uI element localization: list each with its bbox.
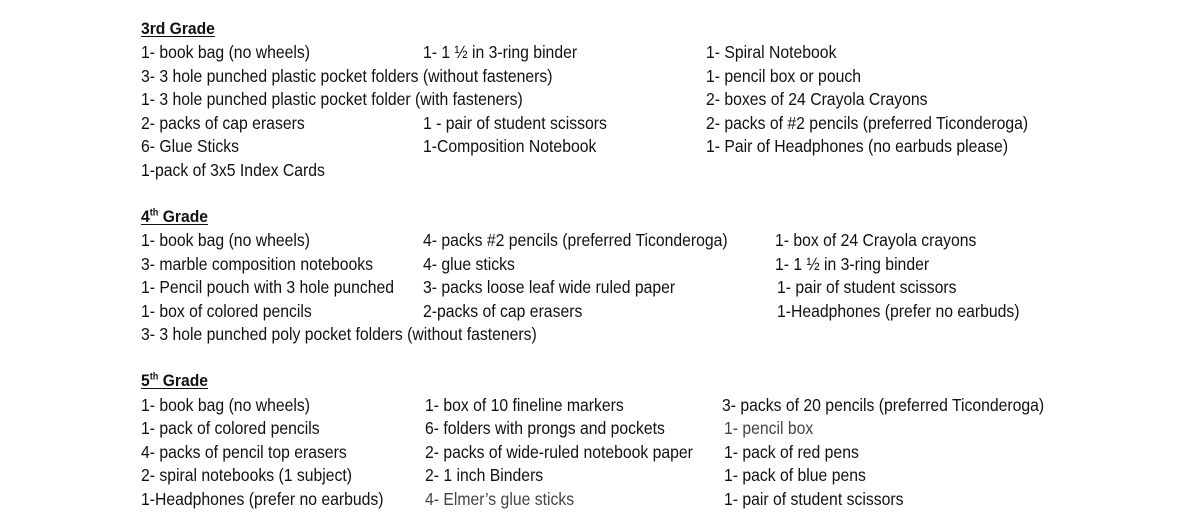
list-item: 1- Spiral Notebook — [706, 42, 837, 62]
list-item: 2- 1 inch Binders — [425, 465, 544, 485]
list-item: 6- Glue Sticks — [141, 136, 240, 156]
list-item: 1- pencil box — [724, 418, 814, 438]
grade-3-heading: 3rd Grade — [141, 19, 215, 38]
grade-4-heading: 4th Grade — [141, 207, 208, 226]
list-item: 1-Headphones (prefer no earbuds) — [777, 301, 1020, 321]
list-item: 1- pack of colored pencils — [141, 418, 320, 438]
list-item: 1- pair of student scissors — [724, 489, 904, 509]
list-item: 3- packs loose leaf wide ruled paper — [423, 277, 676, 297]
list-item: 1- book bag (no wheels) — [141, 230, 310, 250]
grade-5-heading: 5th Grade — [141, 371, 208, 390]
list-item: 1- pair of student scissors — [777, 277, 957, 297]
list-item: 1-Composition Notebook — [423, 136, 597, 156]
list-item: 3- marble composition notebooks — [141, 254, 374, 274]
list-item: 1- book bag (no wheels) — [141, 42, 310, 62]
list-item: 3- 3 hole punched plastic pocket folders (without fasteners) — [141, 66, 553, 86]
list-item: 1- pack of red pens — [724, 442, 859, 462]
list-item: 1- 1 ½ in 3-ring binder — [423, 42, 578, 62]
list-item: 3- packs of 20 pencils (preferred Ticonderoga) — [722, 395, 1045, 415]
list-item: 3- 3 hole punched poly pocket folders (without fasteners) — [141, 324, 537, 344]
list-item: 4- glue sticks — [423, 254, 515, 274]
list-item: 2- packs of #2 pencils (preferred Ticonderoga) — [706, 113, 1029, 133]
list-item: 2-packs of cap erasers — [423, 301, 583, 321]
list-item: 1- 3 hole punched plastic pocket folder (with fasteners) — [141, 89, 523, 109]
list-item: 1- book bag (no wheels) — [141, 395, 310, 415]
list-item: 1- box of colored pencils — [141, 301, 312, 321]
list-item: 6- folders with prongs and pockets — [425, 418, 665, 438]
list-item: 1- Pair of Headphones (no earbuds please) — [706, 136, 1009, 156]
list-item: 1 - pair of student scissors — [423, 113, 607, 133]
list-item: 1- box of 10 fineline markers — [425, 395, 624, 415]
list-item: 4- packs #2 pencils (preferred Ticonderoga) — [423, 230, 728, 250]
list-item: 4- packs of pencil top erasers — [141, 442, 347, 462]
list-item: 2- spiral notebooks (1 subject) — [141, 465, 352, 485]
list-item: 1- 1 ½ in 3-ring binder — [775, 254, 930, 274]
list-item: 1-pack of 3x5 Index Cards — [141, 160, 325, 180]
list-item: 1- pencil box or pouch — [706, 66, 861, 86]
list-item: 4- Elmer’s glue sticks — [425, 489, 575, 509]
list-item: 1- box of 24 Crayola crayons — [775, 230, 977, 250]
list-item: 1- Pencil pouch with 3 hole punched — [141, 277, 395, 297]
list-item: 1- pack of blue pens — [724, 465, 866, 485]
list-item: 2- boxes of 24 Crayola Crayons — [706, 89, 928, 109]
list-item: 1-Headphones (prefer no earbuds) — [141, 489, 384, 509]
list-item: 2- packs of cap erasers — [141, 113, 305, 133]
list-item: 2- packs of wide-ruled notebook paper — [425, 442, 693, 462]
